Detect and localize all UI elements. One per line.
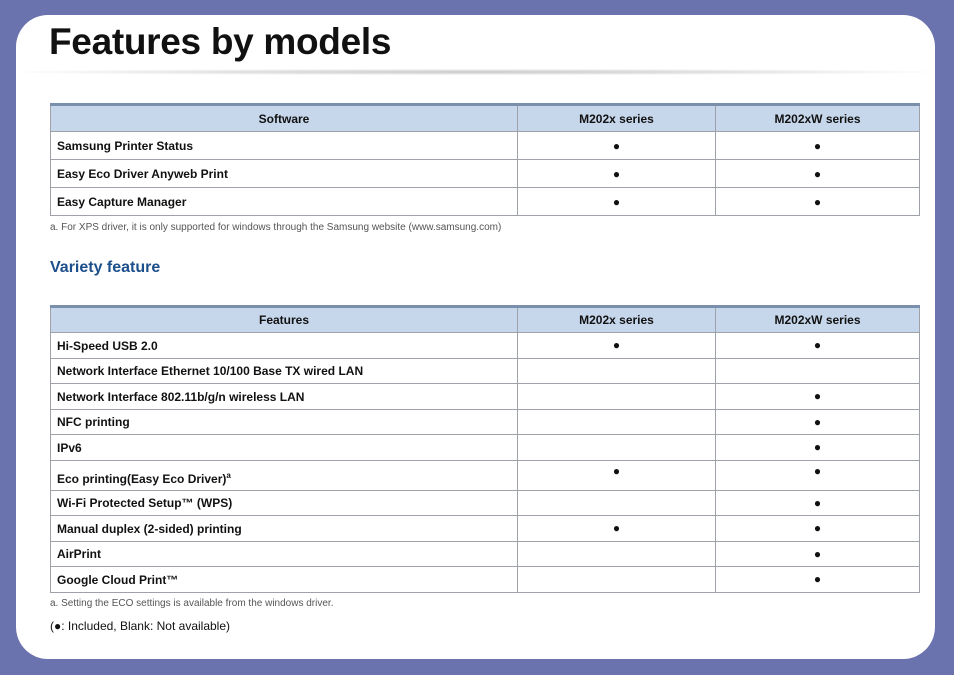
row-label: Easy Eco Driver Anyweb Print xyxy=(51,160,518,188)
table-row xyxy=(51,160,920,188)
included-mark: ● xyxy=(716,132,920,160)
software-table xyxy=(50,103,920,216)
included-mark: ● xyxy=(716,541,920,567)
table-row xyxy=(51,460,920,490)
column-header: M202xW series xyxy=(716,105,920,132)
included-mark: ● xyxy=(716,435,920,461)
table-row xyxy=(51,132,920,160)
included-mark: ● xyxy=(716,490,920,516)
table-row xyxy=(51,541,920,567)
row-label: Samsung Printer Status xyxy=(51,132,518,160)
included-mark: ● xyxy=(518,160,716,188)
table-row xyxy=(51,409,920,435)
included-mark: ● xyxy=(716,516,920,542)
footnote: a. Setting the ECO settings is available from the windows driver. xyxy=(50,598,334,609)
title-divider xyxy=(26,69,925,75)
column-header: Features xyxy=(51,307,518,333)
included-mark xyxy=(518,358,716,384)
row-label: Google Cloud Print™ xyxy=(51,567,518,593)
table-row xyxy=(51,333,920,359)
row-label: Network Interface Ethernet 10/100 Base TX wired LAN xyxy=(51,358,518,384)
page xyxy=(16,15,935,659)
row-label: Manual duplex (2-sided) printing xyxy=(51,516,518,542)
included-mark: ● xyxy=(518,460,716,490)
included-mark xyxy=(518,409,716,435)
included-mark xyxy=(518,541,716,567)
included-mark xyxy=(716,358,920,384)
legend: (●: Included, Blank: Not available) xyxy=(50,619,231,633)
table-row xyxy=(51,435,920,461)
row-label: AirPrint xyxy=(51,541,518,567)
included-mark: ● xyxy=(518,516,716,542)
included-mark: ● xyxy=(716,460,920,490)
row-label: Network Interface 802.11b/g/n wireless LAN xyxy=(51,384,518,410)
features-table xyxy=(50,305,920,593)
included-mark: ● xyxy=(716,160,920,188)
row-label: NFC printing xyxy=(51,409,518,435)
table-row xyxy=(51,516,920,542)
table-header-row xyxy=(51,105,920,132)
column-header: M202xW series xyxy=(716,307,920,333)
table-row xyxy=(51,490,920,516)
column-header: M202x series xyxy=(518,307,716,333)
row-label: Eco printing(Easy Eco Driver)$^a$ xyxy=(51,460,518,490)
included-mark xyxy=(518,435,716,461)
footnote: a. For XPS driver, it is only supported for windows through the Samsung website (www.samsung.com) xyxy=(50,222,502,233)
section-heading: Variety feature xyxy=(50,259,161,276)
row-label: Wi-Fi Protected Setup™ (WPS) xyxy=(51,490,518,516)
table-row xyxy=(51,188,920,216)
table-row xyxy=(51,567,920,593)
included-mark: ● xyxy=(518,333,716,359)
included-mark: ● xyxy=(518,188,716,216)
included-mark xyxy=(518,490,716,516)
table-header-row xyxy=(51,307,920,333)
included-mark xyxy=(518,384,716,410)
included-mark: ● xyxy=(716,333,920,359)
footnote-marker: a xyxy=(226,470,231,480)
included-mark xyxy=(518,567,716,593)
column-header: M202x series xyxy=(518,105,716,132)
included-mark: ● xyxy=(518,132,716,160)
page-title: Features by models xyxy=(49,21,392,62)
table-row xyxy=(51,358,920,384)
row-label: IPv6 xyxy=(51,435,518,461)
row-label: Hi-Speed USB 2.0 xyxy=(51,333,518,359)
filled-circle-icon: ● xyxy=(54,619,62,633)
column-header: Software xyxy=(51,105,518,132)
included-mark: ● xyxy=(716,188,920,216)
row-label: Easy Capture Manager xyxy=(51,188,518,216)
table-row xyxy=(51,384,920,410)
included-mark: ● xyxy=(716,409,920,435)
included-mark: ● xyxy=(716,384,920,410)
included-mark: ● xyxy=(716,567,920,593)
